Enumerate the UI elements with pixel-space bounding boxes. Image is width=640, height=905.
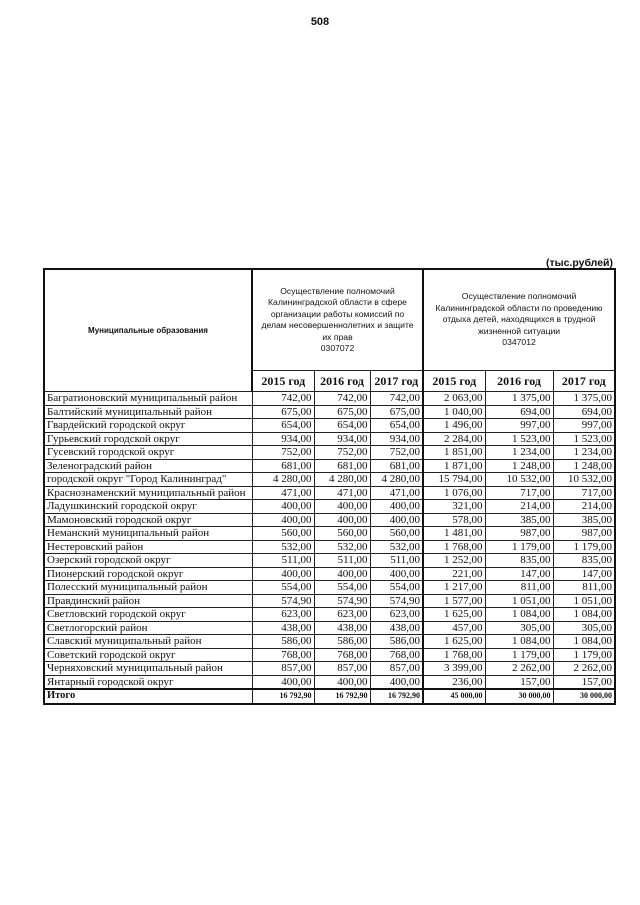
value-cell: 1 768,00 xyxy=(423,540,485,554)
value-cell: 471,00 xyxy=(252,486,314,500)
value-cell: 400,00 xyxy=(252,675,314,689)
total-value-cell: 30 000,00 xyxy=(485,689,553,704)
municipality-name: Советский городской округ xyxy=(44,648,252,662)
total-value-cell: 16 792,90 xyxy=(314,689,370,704)
value-cell: 4 280,00 xyxy=(252,473,314,487)
total-label: Итого xyxy=(44,689,252,704)
units-label: (тыс.рублей) xyxy=(545,257,613,269)
year-header: 2016 год xyxy=(485,371,553,392)
value-cell: 694,00 xyxy=(553,405,615,419)
table-row xyxy=(44,513,615,527)
value-cell: 586,00 xyxy=(252,635,314,649)
value-cell: 675,00 xyxy=(370,405,423,419)
value-cell: 3 399,00 xyxy=(423,662,485,676)
value-cell: 997,00 xyxy=(485,419,553,433)
value-cell: 934,00 xyxy=(314,432,370,446)
value-cell: 1 481,00 xyxy=(423,527,485,541)
value-cell: 681,00 xyxy=(314,459,370,473)
value-cell: 1 179,00 xyxy=(553,540,615,554)
table-row xyxy=(44,446,615,460)
table-row xyxy=(44,608,615,622)
value-cell: 811,00 xyxy=(485,581,553,595)
value-cell: 4 280,00 xyxy=(370,473,423,487)
municipality-name: городской округ "Город Калининград" xyxy=(44,473,252,487)
value-cell: 675,00 xyxy=(252,405,314,419)
value-cell: 1 084,00 xyxy=(553,635,615,649)
value-cell: 574,90 xyxy=(370,594,423,608)
page-number: 508 xyxy=(310,16,330,28)
value-cell: 1 217,00 xyxy=(423,581,485,595)
header-group1-code: 0307072 xyxy=(320,343,355,353)
total-row xyxy=(44,689,615,704)
value-cell: 400,00 xyxy=(370,675,423,689)
header-group2-code: 0347012 xyxy=(502,337,536,348)
header-group2-line: жизненной ситуации xyxy=(477,325,561,336)
value-cell: 1 625,00 xyxy=(423,608,485,622)
value-cell: 1 252,00 xyxy=(423,554,485,568)
municipality-name: Балтийский муниципальный район xyxy=(44,405,252,419)
value-cell: 400,00 xyxy=(370,500,423,514)
value-cell: 511,00 xyxy=(314,554,370,568)
table-row xyxy=(44,432,615,446)
municipality-name: Гусевский городской округ xyxy=(44,446,252,460)
header-group1-line: их прав xyxy=(322,331,353,342)
municipality-name: Зеленоградский район xyxy=(44,459,252,473)
value-cell: 532,00 xyxy=(370,540,423,554)
value-cell: 2 262,00 xyxy=(553,662,615,676)
value-cell: 385,00 xyxy=(553,513,615,527)
value-cell: 623,00 xyxy=(370,608,423,622)
value-cell: 471,00 xyxy=(370,486,423,500)
table-row xyxy=(44,581,615,595)
value-cell: 554,00 xyxy=(314,581,370,595)
value-cell: 681,00 xyxy=(370,459,423,473)
value-cell: 236,00 xyxy=(423,675,485,689)
municipality-name: Озерский городской округ xyxy=(44,554,252,568)
value-cell: 811,00 xyxy=(553,581,615,595)
value-cell: 1 084,00 xyxy=(485,635,553,649)
value-cell: 554,00 xyxy=(370,581,423,595)
value-cell: 578,00 xyxy=(423,513,485,527)
header-group-children-rest xyxy=(423,269,615,371)
value-cell: 1 523,00 xyxy=(553,432,615,446)
municipality-name: Багратионовский муниципальный район xyxy=(44,392,252,406)
value-cell: 1 375,00 xyxy=(485,392,553,406)
budget-table xyxy=(43,268,616,705)
value-cell: 1 040,00 xyxy=(423,405,485,419)
value-cell: 157,00 xyxy=(485,675,553,689)
year-header: 2016 год xyxy=(314,371,370,392)
table-row xyxy=(44,473,615,487)
value-cell: 1 625,00 xyxy=(423,635,485,649)
value-cell: 1 768,00 xyxy=(423,648,485,662)
total-value-cell: 45 000,00 xyxy=(423,689,485,704)
table-row xyxy=(44,392,615,406)
value-cell: 560,00 xyxy=(314,527,370,541)
table-row xyxy=(44,594,615,608)
value-cell: 934,00 xyxy=(370,432,423,446)
value-cell: 675,00 xyxy=(314,405,370,419)
value-cell: 752,00 xyxy=(370,446,423,460)
value-cell: 654,00 xyxy=(370,419,423,433)
value-cell: 768,00 xyxy=(370,648,423,662)
header-group1-line: делам несовершеннолетних и защите xyxy=(261,320,414,330)
value-cell: 400,00 xyxy=(370,513,423,527)
value-cell: 560,00 xyxy=(252,527,314,541)
value-cell: 471,00 xyxy=(314,486,370,500)
header-group2-line: Калининградской области по проведению xyxy=(435,302,603,313)
municipality-name: Светловский городской округ xyxy=(44,608,252,622)
value-cell: 1 496,00 xyxy=(423,419,485,433)
table-row xyxy=(44,527,615,541)
value-cell: 511,00 xyxy=(370,554,423,568)
value-cell: 857,00 xyxy=(314,662,370,676)
value-cell: 1 375,00 xyxy=(553,392,615,406)
value-cell: 400,00 xyxy=(252,500,314,514)
municipality-name: Янтарный городской округ xyxy=(44,675,252,689)
value-cell: 1 179,00 xyxy=(553,648,615,662)
value-cell: 742,00 xyxy=(252,392,314,406)
value-cell: 768,00 xyxy=(252,648,314,662)
total-value-cell: 16 792,90 xyxy=(252,689,314,704)
value-cell: 532,00 xyxy=(314,540,370,554)
table-row xyxy=(44,675,615,689)
value-cell: 147,00 xyxy=(485,567,553,581)
value-cell: 157,00 xyxy=(553,675,615,689)
value-cell: 717,00 xyxy=(553,486,615,500)
value-cell: 835,00 xyxy=(553,554,615,568)
municipality-name: Черняховский муниципальный район xyxy=(44,662,252,676)
value-cell: 654,00 xyxy=(252,419,314,433)
municipality-name: Краснознаменский муниципальный район xyxy=(44,486,252,500)
header-group2-line: Осуществление полномочий xyxy=(461,291,577,302)
municipality-name: Гвардейский городской округ xyxy=(44,419,252,433)
value-cell: 752,00 xyxy=(314,446,370,460)
value-cell: 1 248,00 xyxy=(553,459,615,473)
value-cell: 1 851,00 xyxy=(423,446,485,460)
municipality-name: Гурьевский городской округ xyxy=(44,432,252,446)
table-row xyxy=(44,648,615,662)
municipality-name: Неманский муниципальный район xyxy=(44,527,252,541)
value-cell: 1 084,00 xyxy=(485,608,553,622)
year-header: 2017 год xyxy=(370,371,423,392)
table-body xyxy=(44,392,615,704)
value-cell: 554,00 xyxy=(252,581,314,595)
municipality-name: Полесский муниципальный район xyxy=(44,581,252,595)
value-cell: 214,00 xyxy=(553,500,615,514)
value-cell: 857,00 xyxy=(252,662,314,676)
value-cell: 400,00 xyxy=(314,675,370,689)
header-row xyxy=(44,269,615,371)
value-cell: 752,00 xyxy=(252,446,314,460)
municipality-name: Ладушкинский городской округ xyxy=(44,500,252,514)
municipality-name: Мамоновский городской округ xyxy=(44,513,252,527)
value-cell: 438,00 xyxy=(314,621,370,635)
value-cell: 10 532,00 xyxy=(553,473,615,487)
value-cell: 1 234,00 xyxy=(485,446,553,460)
value-cell: 574,90 xyxy=(252,594,314,608)
year-header: 2015 год xyxy=(252,371,314,392)
value-cell: 623,00 xyxy=(252,608,314,622)
municipality-name: Правдинский район xyxy=(44,594,252,608)
value-cell: 385,00 xyxy=(485,513,553,527)
value-cell: 1 051,00 xyxy=(485,594,553,608)
value-cell: 511,00 xyxy=(252,554,314,568)
value-cell: 1 084,00 xyxy=(553,608,615,622)
value-cell: 221,00 xyxy=(423,567,485,581)
value-cell: 987,00 xyxy=(485,527,553,541)
value-cell: 742,00 xyxy=(370,392,423,406)
value-cell: 560,00 xyxy=(370,527,423,541)
year-header: 2015 год xyxy=(423,371,485,392)
value-cell: 586,00 xyxy=(314,635,370,649)
value-cell: 717,00 xyxy=(485,486,553,500)
value-cell: 2 063,00 xyxy=(423,392,485,406)
header-group1-line: Калининградской области в сфере xyxy=(268,297,407,307)
table-row xyxy=(44,621,615,635)
value-cell: 1 179,00 xyxy=(485,648,553,662)
total-value-cell: 16 792,90 xyxy=(370,689,423,704)
value-cell: 997,00 xyxy=(553,419,615,433)
value-cell: 1 871,00 xyxy=(423,459,485,473)
municipality-name: Светлогорский район xyxy=(44,621,252,635)
value-cell: 1 179,00 xyxy=(485,540,553,554)
value-cell: 305,00 xyxy=(553,621,615,635)
table-row xyxy=(44,567,615,581)
value-cell: 1 248,00 xyxy=(485,459,553,473)
value-cell: 400,00 xyxy=(314,513,370,527)
value-cell: 586,00 xyxy=(370,635,423,649)
value-cell: 15 794,00 xyxy=(423,473,485,487)
value-cell: 934,00 xyxy=(252,432,314,446)
header-group1-line: организации работы комиссий по xyxy=(270,308,405,319)
header-group1-line: Осуществление полномочий xyxy=(280,285,395,296)
value-cell: 1 076,00 xyxy=(423,486,485,500)
value-cell: 2 262,00 xyxy=(485,662,553,676)
value-cell: 438,00 xyxy=(370,621,423,635)
value-cell: 305,00 xyxy=(485,621,553,635)
municipality-name: Пионерский городской округ xyxy=(44,567,252,581)
table-row xyxy=(44,419,615,433)
municipality-name: Нестеровский район xyxy=(44,540,252,554)
value-cell: 694,00 xyxy=(485,405,553,419)
value-cell: 457,00 xyxy=(423,621,485,635)
municipality-name: Славский муниципальный район xyxy=(44,635,252,649)
value-cell: 1 051,00 xyxy=(553,594,615,608)
value-cell: 214,00 xyxy=(485,500,553,514)
value-cell: 400,00 xyxy=(314,567,370,581)
value-cell: 10 532,00 xyxy=(485,473,553,487)
table-row xyxy=(44,635,615,649)
table-row xyxy=(44,405,615,419)
value-cell: 400,00 xyxy=(252,513,314,527)
table-row xyxy=(44,459,615,473)
header-group-commissions xyxy=(252,269,423,371)
value-cell: 835,00 xyxy=(485,554,553,568)
year-header: 2017 год xyxy=(553,371,615,392)
value-cell: 321,00 xyxy=(423,500,485,514)
header-group2-line: отдыха детей, находящихся в трудной xyxy=(442,314,596,325)
value-cell: 400,00 xyxy=(370,567,423,581)
value-cell: 400,00 xyxy=(252,567,314,581)
value-cell: 1 523,00 xyxy=(485,432,553,446)
value-cell: 400,00 xyxy=(314,500,370,514)
value-cell: 987,00 xyxy=(553,527,615,541)
value-cell: 857,00 xyxy=(370,662,423,676)
table-row xyxy=(44,554,615,568)
value-cell: 654,00 xyxy=(314,419,370,433)
value-cell: 147,00 xyxy=(553,567,615,581)
value-cell: 1 577,00 xyxy=(423,594,485,608)
header-municipalities: Муниципальные образования xyxy=(44,269,252,392)
value-cell: 2 284,00 xyxy=(423,432,485,446)
value-cell: 532,00 xyxy=(252,540,314,554)
table-row xyxy=(44,540,615,554)
value-cell: 681,00 xyxy=(252,459,314,473)
total-value-cell: 30 000,00 xyxy=(553,689,615,704)
value-cell: 1 234,00 xyxy=(553,446,615,460)
value-cell: 742,00 xyxy=(314,392,370,406)
table-row xyxy=(44,662,615,676)
value-cell: 574,90 xyxy=(314,594,370,608)
table-row xyxy=(44,486,615,500)
value-cell: 438,00 xyxy=(252,621,314,635)
table-row xyxy=(44,500,615,514)
value-cell: 768,00 xyxy=(314,648,370,662)
value-cell: 623,00 xyxy=(314,608,370,622)
value-cell: 4 280,00 xyxy=(314,473,370,487)
